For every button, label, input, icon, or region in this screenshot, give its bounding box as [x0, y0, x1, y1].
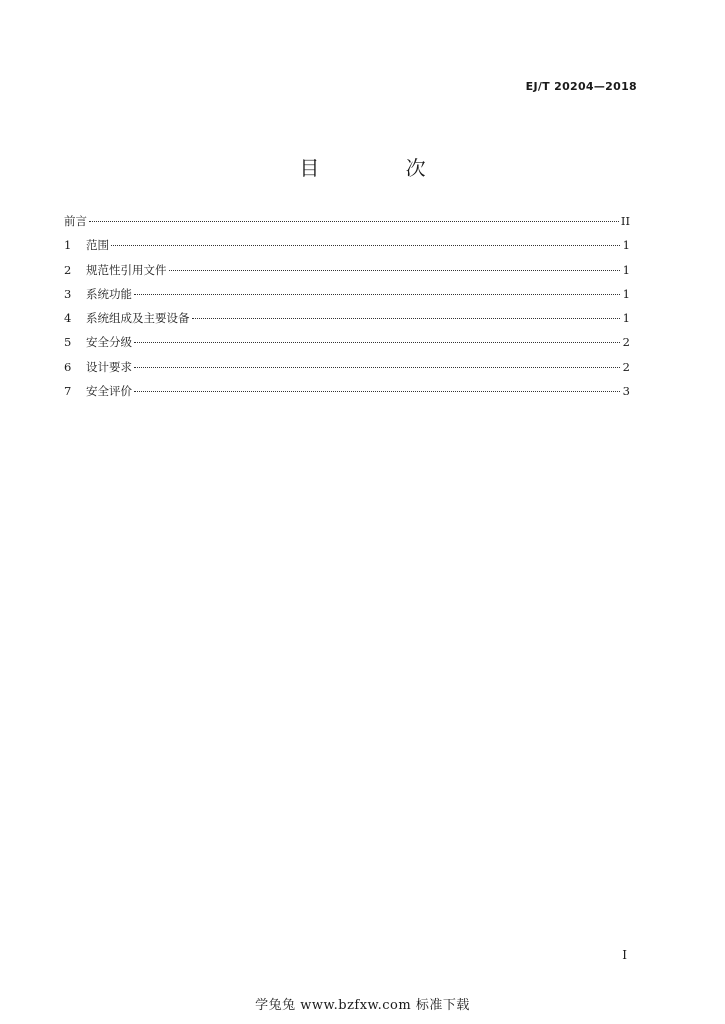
toc-dot-leader [134, 391, 620, 392]
toc-entry-page: II [620, 214, 630, 228]
toc-entry-number: 1 [64, 238, 72, 253]
footer-watermark: 学兔兔 www.bzfxw.com 标准下载 [255, 998, 470, 1013]
toc-list [64, 213, 630, 407]
toc-entry-page: 2 [622, 359, 630, 374]
toc-title: 目 次 [299, 156, 466, 180]
toc-entry-label: 前言 [64, 214, 87, 228]
toc-entry-label: 安全分级 [86, 335, 132, 350]
toc-entry-label: 范围 [86, 238, 109, 253]
toc-entry-label: 系统组成及主要设备 [86, 311, 190, 326]
toc-entry-normative-references[interactable] [64, 262, 630, 286]
toc-dot-leader [111, 245, 620, 246]
toc-entry-scope[interactable] [64, 237, 630, 261]
toc-entry-design-requirements[interactable] [64, 359, 630, 383]
toc-entry-system-composition[interactable] [64, 310, 630, 334]
toc-entry-page: 2 [622, 335, 630, 350]
toc-entry-number: 3 [64, 286, 72, 301]
toc-entry-page: 1 [622, 238, 630, 253]
toc-entry-label: 设计要求 [86, 359, 132, 374]
toc-entry-safety-classification[interactable] [64, 334, 630, 358]
toc-dot-leader [134, 294, 620, 295]
toc-dot-leader [192, 318, 621, 319]
toc-entry-number: 4 [64, 311, 72, 326]
toc-dot-leader [89, 221, 619, 222]
toc-dot-leader [134, 367, 620, 368]
toc-dot-leader [134, 342, 620, 343]
toc-entry-page: 1 [622, 286, 630, 301]
toc-entry-number: 2 [64, 262, 72, 277]
toc-entry-page: 1 [622, 311, 630, 326]
toc-entry-label: 系统功能 [86, 286, 132, 301]
toc-dot-leader [169, 270, 621, 271]
toc-entry-page: 3 [622, 384, 630, 399]
toc-entry-safety-evaluation[interactable] [64, 383, 630, 407]
toc-entry-number: 5 [64, 335, 72, 350]
toc-entry-label: 规范性引用文件 [86, 262, 167, 277]
page-number: I [622, 948, 627, 962]
standard-code: EJ/T 20204—2018 [525, 80, 637, 93]
toc-entry-number: 7 [64, 384, 72, 399]
toc-entry-foreword[interactable] [64, 213, 630, 237]
toc-entry-label: 安全评价 [86, 384, 132, 399]
toc-entry-system-functions[interactable] [64, 286, 630, 310]
toc-entry-page: 1 [622, 262, 630, 277]
toc-entry-number: 6 [64, 359, 72, 374]
